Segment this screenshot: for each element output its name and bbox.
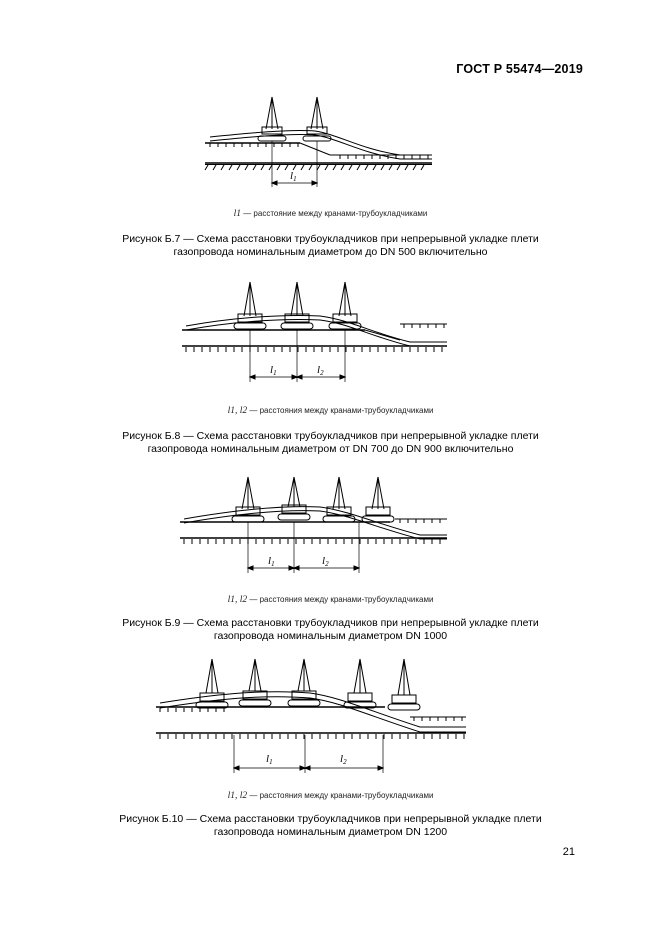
- svg-text:l1: l1: [290, 170, 297, 183]
- figure-b8-caption: [70, 430, 591, 456]
- svg-text:l1: l1: [270, 364, 277, 377]
- figure-b10-caption: [70, 813, 591, 839]
- figure-b7-legend: l1 — расстояние между кранами-трубоукладчиками: [233, 209, 428, 219]
- caption-line: газопровода номинальным диаметром до DN 500 включительно: [173, 246, 488, 258]
- figure-b7-diagram: [0, 95, 661, 195]
- legend-symbols: l1, l2: [227, 406, 248, 416]
- figure-b8-legend: l1, l2 — расстояния между кранами-трубоукладчиками: [227, 406, 434, 416]
- figure-b9-caption: [70, 617, 591, 643]
- svg-text:l1: l1: [268, 555, 275, 568]
- legend-text: расстояния между кранами-трубоукладчиками: [259, 791, 434, 800]
- legend-symbols: l1: [233, 209, 241, 219]
- figure-b10-legend: l1, l2 — расстояния между кранами-трубоукладчиками: [227, 791, 434, 801]
- caption-line: Рисунок Б.8 — Схема расстановки трубоукладчиков при непрерывной укладке плети: [122, 430, 539, 442]
- svg-text:l2: l2: [317, 364, 324, 377]
- figure-b9-legend: l1, l2 — расстояния между кранами-трубоукладчиками: [227, 595, 434, 605]
- caption-line: газопровода номинальным диаметром DN 1000: [213, 630, 448, 642]
- figure-b8-diagram: [0, 280, 661, 400]
- legend-symbols: l1, l2: [227, 791, 248, 801]
- caption-line: газопровода номинальным диаметром от DN 700 до DN 900 включительно: [147, 443, 514, 455]
- figure-b7-caption: [70, 233, 591, 259]
- svg-text:l1: l1: [266, 753, 273, 766]
- legend-symbols: l1, l2: [227, 595, 248, 605]
- legend-text: расстояния между кранами-трубоукладчиками: [259, 595, 434, 604]
- document-header: ГОСТ Р 55474—2019: [456, 62, 583, 76]
- figure-b9-diagram: [0, 475, 661, 590]
- caption-line: газопровода номинальным диаметром DN 1200: [213, 826, 448, 838]
- legend-text: расстояние между кранами-трубоукладчиками: [253, 209, 428, 218]
- page-number: 21: [562, 846, 575, 858]
- figure-b10-diagram: [0, 655, 661, 780]
- legend-text: расстояния между кранами-трубоукладчиками: [259, 406, 434, 415]
- caption-line: Рисунок Б.10 — Схема расстановки трубоукладчиков при непрерывной укладке плети: [119, 813, 542, 825]
- caption-line: Рисунок Б.9 — Схема расстановки трубоукладчиков при непрерывной укладке плети: [122, 617, 539, 629]
- caption-line: Рисунок Б.7 — Схема расстановки трубоукладчиков при непрерывной укладке плети: [122, 233, 539, 245]
- svg-text:l2: l2: [340, 753, 347, 766]
- svg-text:l2: l2: [322, 555, 329, 568]
